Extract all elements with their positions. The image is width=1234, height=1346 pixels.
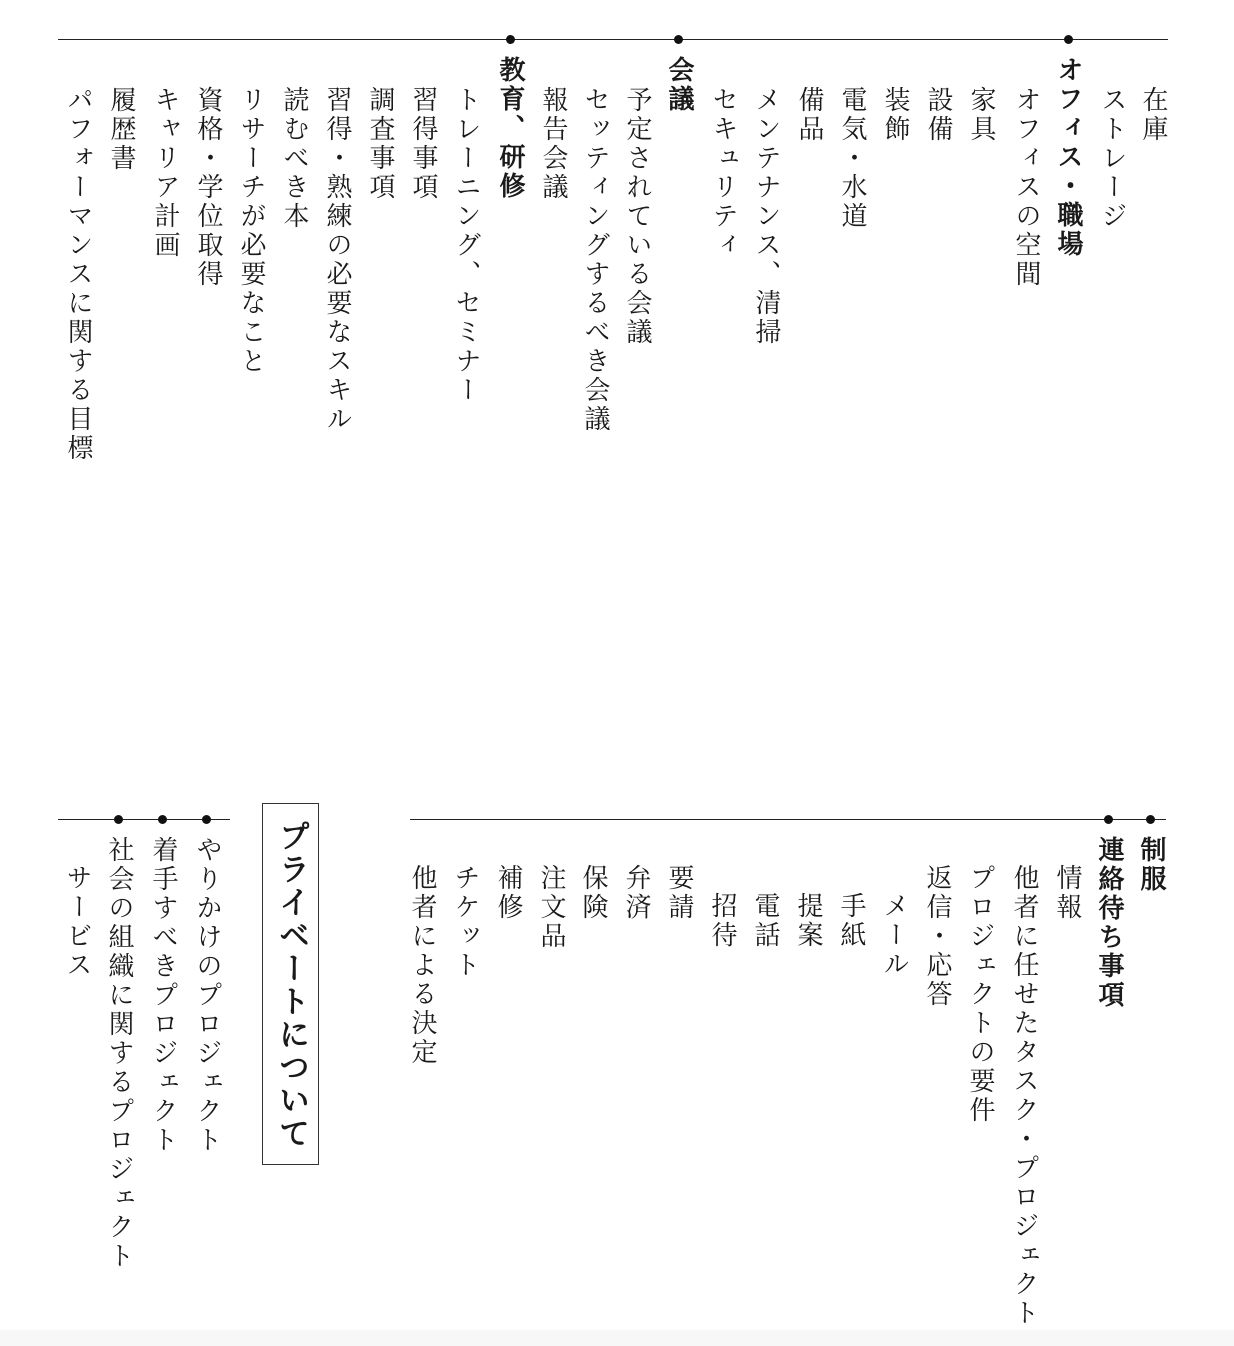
list-item: 読むべき本	[279, 86, 309, 231]
list-item: オフィスの空間	[1011, 86, 1041, 289]
bullet-office	[1064, 35, 1073, 44]
list-item: メンテナンス、清掃	[751, 86, 781, 347]
list-item: 弁済	[621, 864, 651, 922]
list-item: 返信・応答	[922, 864, 952, 1009]
list-item: セキュリティ	[708, 86, 738, 260]
bullet-meetings	[674, 35, 683, 44]
list-item: 補修	[493, 864, 523, 922]
list-item: 備品	[794, 86, 824, 144]
list-item: 装飾	[880, 86, 910, 144]
page-bottom-edge	[0, 1330, 1234, 1346]
bullet-in-progress	[202, 815, 211, 824]
list-item: 要請	[664, 864, 694, 922]
bullet-social-projects	[114, 815, 123, 824]
list-item: 習得・熟練の必要なスキル	[322, 86, 352, 434]
section-heading-meetings: 会議	[664, 56, 694, 114]
list-item: キャリア計画	[150, 86, 180, 260]
section-heading-education: 教育、研修	[495, 56, 525, 201]
top-divider-line	[58, 39, 1168, 40]
bullet-to-start	[158, 815, 167, 824]
list-item: 社会の組織に関するプロジェクト	[104, 836, 134, 1271]
list-item: 他者による決定	[407, 864, 437, 1067]
section-heading-waiting-for: 連絡待ち事項	[1094, 836, 1124, 1010]
section-heading-uniform: 制服	[1136, 836, 1166, 894]
list-item: メール	[879, 892, 909, 979]
list-item: 着手すべきプロジェクト	[148, 836, 178, 1155]
list-item: 他者に任せたタスク・プロジェクト	[1009, 864, 1039, 1328]
list-item: 注文品	[536, 864, 566, 951]
list-item: 履歴書	[106, 86, 136, 173]
list-item: やりかけのプロジェクト	[192, 836, 222, 1155]
list-item: 手紙	[836, 892, 866, 950]
section-heading-office: オフィス・職場	[1053, 56, 1083, 259]
list-item: サービス	[62, 864, 92, 980]
list-item: 予定されている会議	[622, 86, 652, 347]
list-item: 報告会議	[538, 86, 568, 202]
list-item: プロジェクトの要件	[965, 864, 995, 1125]
list-item: 電気・水道	[837, 86, 867, 231]
list-item: 設備	[923, 86, 953, 144]
list-item: リサーチが必要なこと	[236, 86, 266, 376]
list-item: 保険	[578, 864, 608, 922]
bullet-education	[506, 35, 515, 44]
list-item: チケット	[450, 864, 480, 980]
list-item: 在庫	[1138, 86, 1168, 144]
list-item: 情報	[1052, 864, 1082, 922]
bullet-waiting-for	[1104, 815, 1113, 824]
list-item: 提案	[793, 892, 823, 950]
list-item: 資格・学位取得	[193, 86, 223, 289]
bullet-uniform	[1146, 815, 1155, 824]
list-item: トレーニング、セミナー	[451, 86, 481, 405]
list-item: 調査事項	[365, 86, 395, 202]
private-heading-box: プライベートについて	[262, 803, 319, 1165]
bottom-right-divider-line	[410, 819, 1166, 820]
list-item: 習得事項	[408, 86, 438, 202]
list-item: 招待	[707, 892, 737, 950]
list-item: パフォーマンスに関する目標	[63, 86, 93, 463]
list-item: セッティングするべき会議	[580, 86, 610, 434]
list-item: 家具	[966, 86, 996, 144]
list-item: 電話	[750, 892, 780, 950]
list-item: ストレージ	[1097, 86, 1127, 231]
